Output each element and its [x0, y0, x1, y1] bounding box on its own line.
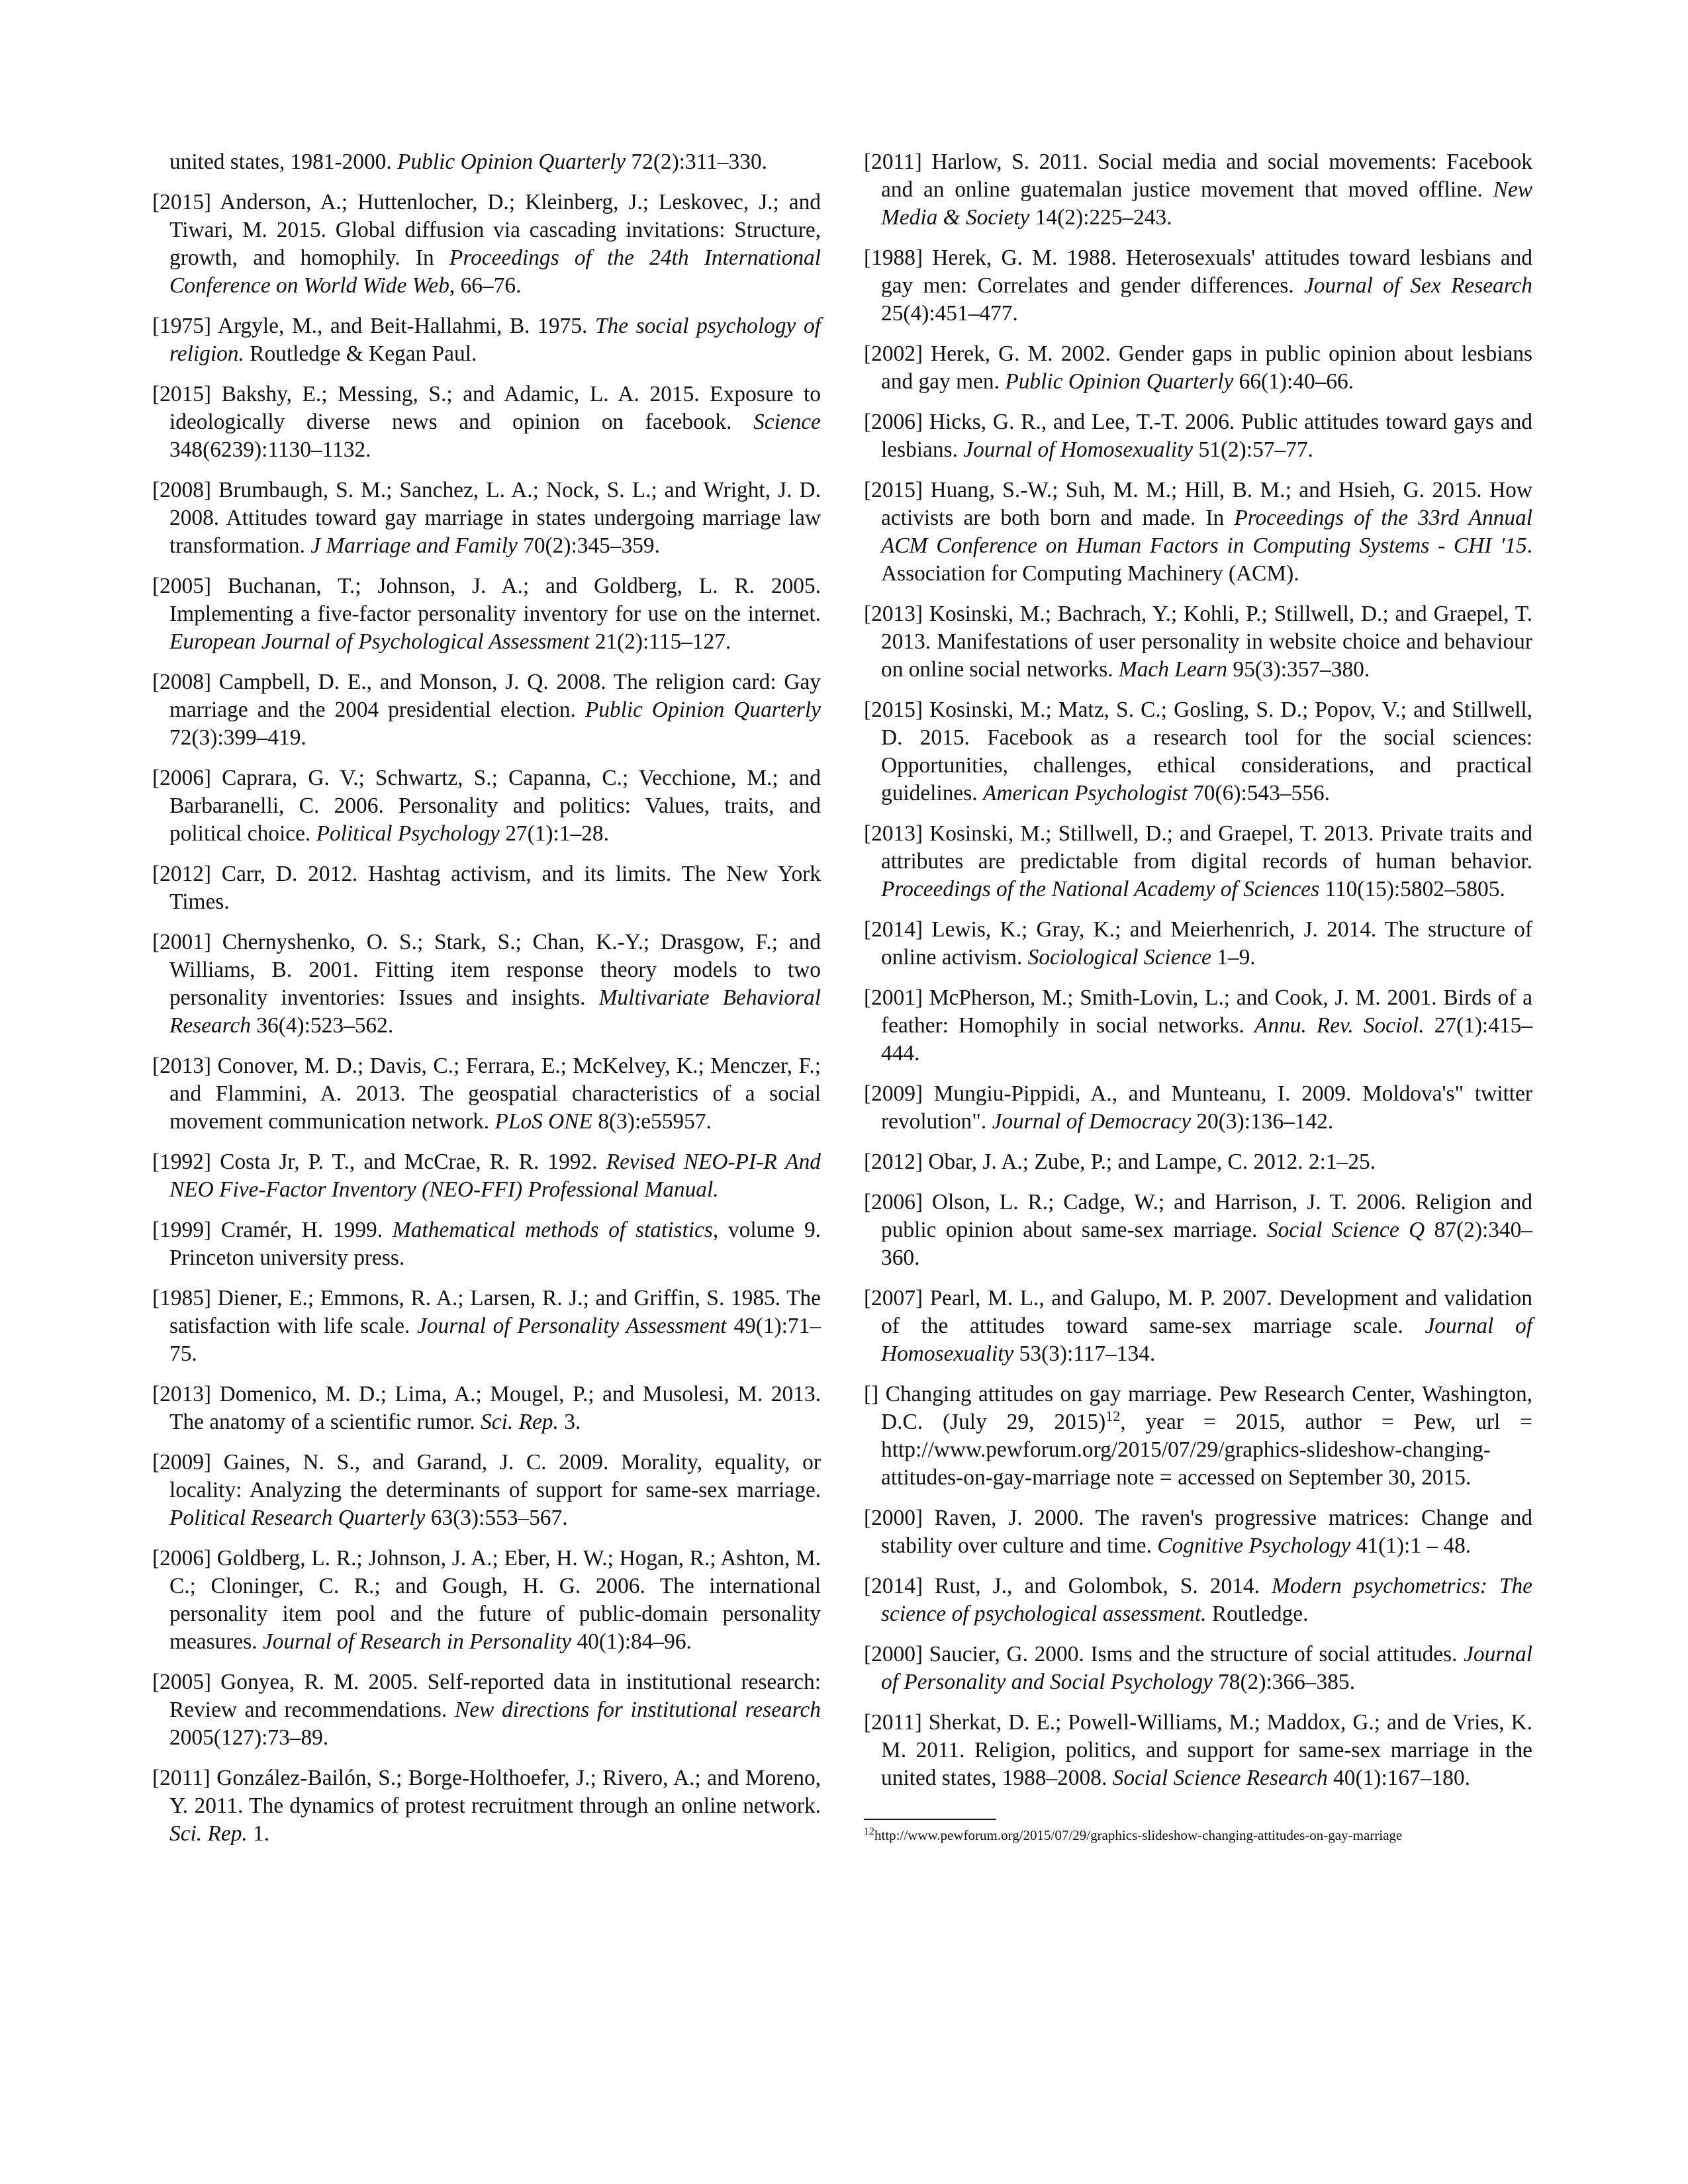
- reference-entry: [864, 916, 1532, 972]
- reference-venue: Revised NEO-PI-R And NEO Five-Factor Inventory (NEO-FFI) Professional Manual.: [169, 1150, 821, 1202]
- footnote-url[interactable]: http://www.pewforum.org/2015/07/29/graphics-slideshow-changing-attitudes-on-gay-marriage: [874, 1827, 1403, 1843]
- reference-entry: [864, 1572, 1532, 1628]
- reference-details: 27(1):1–28.: [499, 821, 609, 846]
- reference-entry: [152, 1449, 821, 1532]
- footnote-divider: [864, 1819, 996, 1820]
- reference-details: Routledge & Kegan Paul.: [244, 341, 477, 366]
- reference-venue: American Psychologist: [982, 781, 1188, 805]
- reference-details: 1–9.: [1211, 945, 1256, 970]
- reference-entry: [864, 408, 1532, 464]
- reference-details: , volume 9. Princeton university press.: [169, 1218, 821, 1270]
- reference-venue: Journal of Research in Personality: [262, 1629, 572, 1654]
- reference-venue: Proceedings of the National Academy of Sciences: [881, 877, 1320, 901]
- reference-details: 66(1):40–66.: [1233, 369, 1354, 394]
- reference-text: [2013] Conover, M. D.; Davis, C.; Ferrara, E.; McKelvey, K.; Menczer, F.; and Flammini, A. 2013. The geospatial characteristics of a social movement communication network.: [152, 1054, 821, 1134]
- reference-entry: [152, 148, 821, 176]
- reference-details: , year = 2015, author = Pew, url = http://www.pewforum.org/2015/07/29/graphics-slideshow-changing- attitudes-on-gay-marriage note = accessed on September 30, 2015.: [881, 1410, 1532, 1490]
- reference-entry: [864, 820, 1532, 903]
- reference-details: 78(2):366–385.: [1212, 1670, 1355, 1694]
- reference-entry: [152, 1381, 821, 1436]
- reference-entry: [864, 1381, 1532, 1492]
- reference-details: Routledge.: [1206, 1602, 1309, 1626]
- reference-entry: [152, 1052, 821, 1136]
- reference-details: 70(6):543–556.: [1187, 781, 1330, 805]
- reference-entry: [152, 1545, 821, 1656]
- reference-text: [2015] Bakshy, E.; Messing, S.; and Adamic, L. A. 2015. Exposure to ideologically diverse news and opinion on facebook.: [152, 382, 821, 434]
- reference-details: 2005(127):73–89.: [169, 1725, 329, 1750]
- reference-details: 110(15):5802–5805.: [1319, 877, 1505, 901]
- reference-entry: [864, 1285, 1532, 1368]
- reference-details: , 66–76.: [449, 273, 522, 298]
- reference-venue: Journal of Personality Assessment: [417, 1314, 727, 1338]
- reference-entry: [152, 1216, 821, 1272]
- reference-venue: Public Opinion Quarterly: [397, 150, 626, 174]
- reference-venue: The social psychology of religion.: [169, 314, 821, 366]
- reference-venue: European Journal of Psychological Assessment: [169, 629, 590, 654]
- reference-details: 72(2):311–330.: [626, 150, 768, 174]
- footnote-marker: 12: [1105, 1407, 1121, 1424]
- reference-venue: Journal of Democracy: [992, 1109, 1192, 1134]
- reference-venue: Proceedings of the 33rd Annual ACM Conference on Human Factors in Computing Systems - CHI '15: [881, 506, 1532, 558]
- references-left-column: [152, 148, 821, 1860]
- reference-details: 72(3):399–419.: [169, 725, 306, 750]
- reference-venue: PLoS ONE: [494, 1109, 592, 1134]
- reference-text: [1975] Argyle, M., and Beit-Hallahmi, B. 1975.: [152, 314, 595, 338]
- reference-entry: [864, 1504, 1532, 1560]
- reference-entry: [152, 668, 821, 752]
- reference-text: united states, 1981-2000.: [169, 150, 398, 174]
- reference-text: [2009] Gaines, N. S., and Garand, J. C. 2009. Morality, equality, or locality: Analyzing the determinants of support for same-sex marriage.: [152, 1450, 821, 1502]
- reference-details: 41(1):1 – 48.: [1350, 1533, 1472, 1558]
- reference-text: [2012] Carr, D. 2012. Hashtag activism, and its limits. The New York Times.: [152, 862, 821, 914]
- reference-entry: [152, 381, 821, 464]
- reference-details: 40(1):167–180.: [1327, 1766, 1470, 1790]
- reference-entry: [152, 1668, 821, 1752]
- reference-details: 53(3):117–134.: [1013, 1342, 1156, 1366]
- reference-text: [2001] McPherson, M.; Smith-Lovin, L.; and Cook, J. M. 2001. Birds of a feather: Homophily in social networks.: [864, 985, 1532, 1038]
- reference-text: [2007] Pearl, M. L., and Galupo, M. P. 2007. Development and validation of the attitudes toward same-sex marriage scale.: [864, 1286, 1532, 1338]
- reference-venue: Journal of Personality and Social Psychology: [881, 1642, 1532, 1694]
- reference-entry: [152, 477, 821, 560]
- reference-details: 348(6239):1130–1132.: [169, 437, 371, 462]
- reference-details: 21(2):115–127.: [589, 629, 731, 654]
- reference-text: [2006] Caprara, G. V.; Schwartz, S.; Capanna, C.; Vecchione, M.; and Barbaranelli, C. 2006. Personality and politics: Values, traits, and political choice.: [152, 766, 821, 846]
- reference-details: 14(2):225–243.: [1029, 205, 1172, 230]
- reference-text: [1985] Diener, E.; Emmons, R. A.; Larsen, R. J.; and Griffin, S. 1985. The satisfaction with life scale.: [152, 1286, 821, 1338]
- reference-entry: [864, 340, 1532, 396]
- reference-venue: New directions for institutional research: [454, 1698, 821, 1722]
- reference-text: [1988] Herek, G. M. 1988. Heterosexuals' attitudes toward lesbians and gay men: Correlates and gender differences.: [864, 246, 1532, 298]
- reference-details: 20(3):136–142.: [1191, 1109, 1334, 1134]
- reference-text: [2014] Lewis, K.; Gray, K.; and Meierhenrich, J. 2014. The structure of online activism.: [864, 917, 1532, 970]
- reference-venue: Proceedings of the 24th International Conference on World Wide Web: [169, 246, 821, 298]
- reference-venue: Political Research Quarterly: [169, 1506, 426, 1530]
- reference-venue: J Marriage and Family: [310, 533, 518, 558]
- reference-text: [2006] Hicks, G. R., and Lee, T.-T. 2006. Public attitudes toward gays and lesbians.: [864, 410, 1532, 462]
- reference-entry: [864, 148, 1532, 232]
- reference-text: [2012] Obar, J. A.; Zube, P.; and Lampe, C. 2012. 2:1–25.: [864, 1150, 1376, 1174]
- reference-venue: Mathematical methods of statistics: [392, 1218, 713, 1242]
- reference-text: [2009] Mungiu-Pippidi, A., and Munteanu, I. 2009. Moldova's" twitter revolution".: [864, 1081, 1532, 1134]
- reference-entry: [152, 764, 821, 848]
- reference-venue: Journal of Homosexuality: [963, 437, 1194, 462]
- reference-entry: [864, 1641, 1532, 1696]
- reference-venue: Science: [753, 410, 821, 434]
- reference-text: [2015] Kosinski, M.; Matz, S. C.; Gosling, S. D.; Popov, V.; and Stillwell, D. 2015. Facebook as a research tool for the social sciences: Opportunities, challenges, ethical considerations, and practical guidelines.: [864, 698, 1532, 805]
- reference-details: 51(2):57–77.: [1193, 437, 1313, 462]
- reference-venue: Public Opinion Quarterly: [1005, 369, 1234, 394]
- reference-text: [2008] Campbell, D. E., and Monson, J. Q. 2008. The religion card: Gay marriage and the 2004 presidential election.: [152, 670, 821, 722]
- reference-venue: Political Psychology: [316, 821, 500, 846]
- reference-text: [2002] Herek, G. M. 2002. Gender gaps in public opinion about lesbians and gay men.: [864, 341, 1532, 394]
- reference-details: 3.: [558, 1410, 581, 1434]
- reference-text: [2014] Rust, J., and Golombok, S. 2014.: [864, 1574, 1272, 1598]
- reference-entry: [864, 1189, 1532, 1272]
- reference-venue: Social Science Research: [1112, 1766, 1328, 1790]
- reference-entry: [864, 1148, 1532, 1176]
- reference-details: 70(2):345–359.: [517, 533, 660, 558]
- reference-text: [1992] Costa Jr, P. T., and McCrae, R. R. 1992.: [152, 1150, 606, 1174]
- reference-venue: Sci. Rep.: [481, 1410, 559, 1434]
- reference-entry: [152, 572, 821, 656]
- reference-details: 8(3):e55957.: [592, 1109, 712, 1134]
- reference-details: 36(4):523–562.: [251, 1013, 394, 1038]
- reference-text: [1999] Cramér, H. 1999.: [152, 1218, 393, 1242]
- reference-text: [2006] Olson, L. R.; Cadge, W.; and Harrison, J. T. 2006. Religion and public opinion about same-sex marriage.: [864, 1190, 1532, 1242]
- reference-entry: [864, 244, 1532, 328]
- reference-venue: Journal of Homosexuality: [881, 1314, 1532, 1366]
- reference-details: 40(1):84–96.: [571, 1629, 692, 1654]
- footnote: [864, 1827, 1532, 1844]
- reference-entry: [152, 1285, 821, 1368]
- reference-entry: [152, 860, 821, 916]
- reference-text: [2013] Domenico, M. D.; Lima, A.; Mougel, P.; and Musolesi, M. 2013. The anatomy of a scientific rumor.: [152, 1382, 821, 1434]
- reference-details: 95(3):357–380.: [1227, 657, 1370, 682]
- reference-venue: Sci. Rep.: [169, 1821, 248, 1846]
- reference-venue: Cognitive Psychology: [1157, 1533, 1351, 1558]
- reference-entry: [864, 1709, 1532, 1792]
- reference-text: [2006] Goldberg, L. R.; Johnson, J. A.; Eber, H. W.; Hogan, R.; Ashton, M. C.; Cloninger, C. R.; and Gough, H. G. 2006. The international personality item pool and the future of public-domain personality measures.: [152, 1546, 821, 1654]
- references-right-column: [864, 148, 1532, 1844]
- reference-venue: Mach Learn: [1118, 657, 1228, 682]
- reference-details: . Association for Computing Machinery (ACM).: [881, 533, 1532, 586]
- reference-entry: [864, 477, 1532, 588]
- reference-text: [2008] Brumbaugh, S. M.; Sanchez, L. A.; Nock, S. L.; and Wright, J. D. 2008. Attitudes toward gay marriage in states undergoing marriage law transformation.: [152, 478, 821, 558]
- reference-text: [] Changing attitudes on gay marriage. Pew Research Center, Washington, D.C. (July 29, 2015): [864, 1382, 1532, 1434]
- reference-text: [2015] Huang, S.-W.; Suh, M. M.; Hill, B. M.; and Hsieh, G. 2015. How activists are both born and made. In: [864, 478, 1532, 530]
- reference-text: [2005] Gonyea, R. M. 2005. Self-reported data in institutional research: Review and recommendations.: [152, 1670, 821, 1722]
- reference-text: [2011] Harlow, S. 2011. Social media and social movements: Facebook and an online guatemalan justice movement that moved offline.: [864, 150, 1532, 202]
- reference-venue: Journal of Sex Research: [1303, 273, 1532, 298]
- reference-text: [2013] Kosinski, M.; Stillwell, D.; and Graepel, T. 2013. Private traits and attributes are predictable from digital records of human behavior.: [864, 821, 1532, 874]
- reference-text: [2011] Sherkat, D. E.; Powell-Williams, M.; Maddox, G.; and de Vries, K. M. 2011. Religion, politics, and support for same-sex marriage in the united states, 1988–2008.: [864, 1710, 1532, 1790]
- reference-entry: [152, 1148, 821, 1204]
- reference-text: [2011] González-Bailón, S.; Borge-Holthoefer, J.; Rivero, A.; and Moreno, Y. 2011. The dynamics of protest recruitment through an online network.: [152, 1766, 821, 1818]
- reference-entry: [152, 312, 821, 368]
- reference-details: 1.: [247, 1821, 270, 1846]
- reference-entry: [864, 1080, 1532, 1136]
- reference-text: [2015] Anderson, A.; Huttenlocher, D.; Kleinberg, J.; Leskovec, J.; and Tiwari, M. 2015. Global diffusion via cascading invitations: Structure, growth, and homophily. In: [152, 190, 821, 270]
- reference-entry: [864, 600, 1532, 684]
- reference-details: 49(1):71–75.: [169, 1314, 821, 1366]
- reference-text: [2000] Saucier, G. 2000. Isms and the structure of social attitudes.: [864, 1642, 1464, 1666]
- reference-text: [2001] Chernyshenko, O. S.; Stark, S.; Chan, K.-Y.; Drasgow, F.; and Williams, B. 2001. Fitting item response theory models to two personality inventories: Issues and insights.: [152, 930, 821, 1010]
- reference-text: [2005] Buchanan, T.; Johnson, J. A.; and Goldberg, L. R. 2005. Implementing a five-factor personality inventory for use on the internet.: [152, 574, 821, 626]
- reference-venue: Public Opinion Quarterly: [585, 698, 821, 722]
- reference-venue: Multivariate Behavioral Research: [169, 985, 821, 1038]
- reference-venue: Sociological Science: [1027, 945, 1211, 970]
- reference-text: [2000] Raven, J. 2000. The raven's progressive matrices: Change and stability over culture and time.: [864, 1506, 1532, 1558]
- reference-details: 63(3):553–567.: [425, 1506, 568, 1530]
- reference-venue: New Media & Society: [881, 177, 1532, 230]
- reference-details: 87(2):340–360.: [881, 1218, 1532, 1270]
- footnote-number: 12: [864, 1826, 874, 1837]
- reference-details: 27(1):415–444.: [881, 1013, 1532, 1066]
- reference-venue: Social Science Q: [1266, 1218, 1425, 1242]
- reference-details: 25(4):451–477.: [881, 301, 1018, 326]
- reference-venue: Modern psychometrics: The science of psychological assessment.: [881, 1574, 1532, 1626]
- reference-text: [2013] Kosinski, M.; Bachrach, Y.; Kohli, P.; Stillwell, D.; and Graepel, T. 2013. Manifestations of user personality in website choice and behaviour on online social networks.: [864, 602, 1532, 682]
- reference-entry: [152, 1764, 821, 1848]
- reference-entry: [864, 984, 1532, 1068]
- reference-venue: Annu. Rev. Sociol.: [1254, 1013, 1425, 1038]
- reference-entry: [152, 189, 821, 300]
- reference-entry: [152, 929, 821, 1040]
- reference-entry: [864, 696, 1532, 807]
